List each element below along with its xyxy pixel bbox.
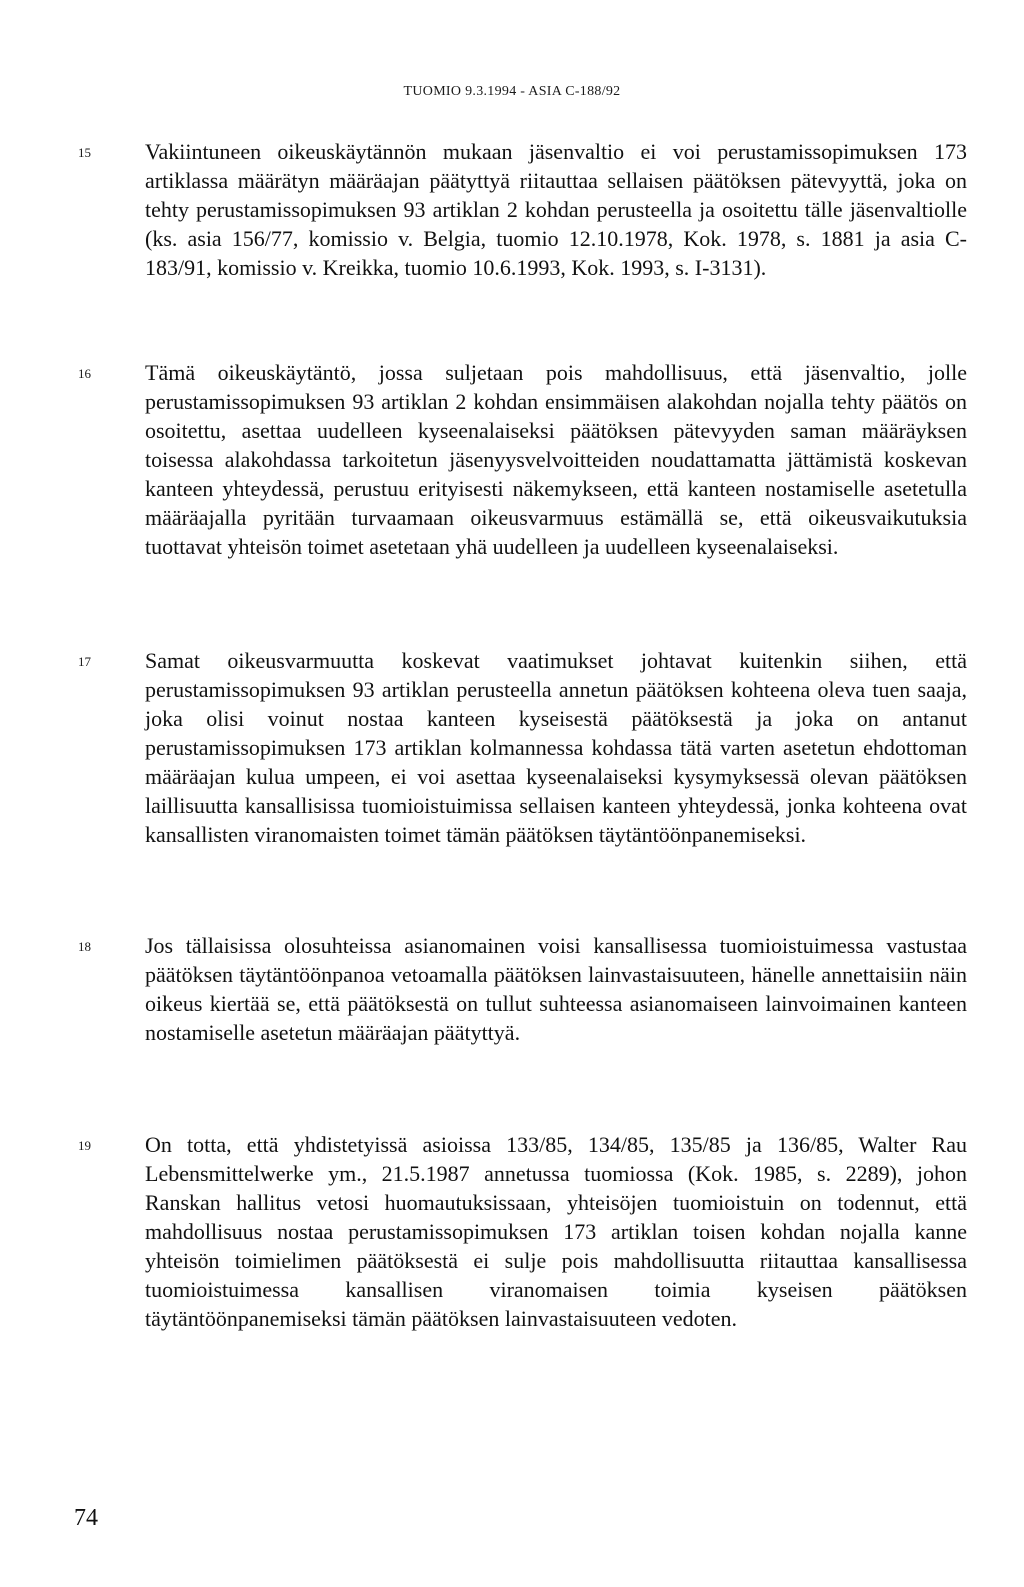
- paragraph-text: Jos tällaisissa olosuhteissa asianomainen voisi kansallisessa tuomioistuimessa vastustaa päätöksen täytäntöönpanoa vetoamalla päätöksen lainvastaisuuteen, hänelle annettaisiin näin oikeus kiertää se, että päätöksestä on tullut suhteessa asianomaiseen lainvoimainen kanteen nostamiselle asetetun määräajan päätyttyä.: [145, 933, 967, 1045]
- paragraph-number: 16: [78, 366, 91, 381]
- paragraph-text: On totta, että yhdistetyissä asioissa 133/85, 134/85, 135/85 ja 136/85, Walter Rau Lebensmittelwerke ym., 21.5.1987 annetussa tuomiossa (Kok. 1985, s. 2289), johon Ranskan hallitus vetosi huomautuksissaan, yhteisöjen tuomioistuin on todennut, että mahdollisuus nostaa perustamissopimuksen 173 artiklan toisen kohdan nojalla kanne yhteisön toimielimen päätöksestä ei sulje pois mahdollisuutta riitauttaa kansallisessa tuomioistuimessa kansallisen viranomaisen toimia kyseisen päätöksen täytäntöönpanemiseksi tämän päätöksen lainvastaisuuteen vedoten.: [145, 1132, 967, 1331]
- running-header: TUOMIO 9.3.1994 - ASIA C-188/92: [403, 84, 621, 99]
- paragraph-number: 15: [78, 145, 91, 160]
- paragraph-number: 18: [78, 939, 91, 954]
- paragraph-number: 19: [78, 1138, 91, 1153]
- paragraph-text: Samat oikeusvarmuutta koskevat vaatimukset johtavat kuitenkin siihen, että perustamissopimuksen 93 artiklan perusteella annetun päätöksen kohteena oleva tuen saaja, joka olisi voinut nostaa kanteen kyseisestä päätöksestä ja joka on antanut perustamissopimuksen 173 artiklan kolmannessa kohdassa tätä varten asetetun ehdottoman määräajan kulua umpeen, ei voi asettaa kyseenalaiseksi kysymyksessä olevan päätöksen laillisuutta kansallisissa tuomioistuimissa sellaisen kanteen yhteydessä, jonka kohteena ovat kansallisten viranomaisten toimet tämän päätöksen täytäntöönpanemiseksi.: [145, 648, 967, 847]
- paragraph-number: 17: [78, 654, 91, 669]
- page-number: 74: [74, 1505, 98, 1531]
- paragraph-text: Tämä oikeuskäytäntö, jossa suljetaan pois mahdollisuus, että jäsenvaltio, jolle perustamissopimuksen 93 artiklan 2 kohdan ensimmäisen alakohdan nojalla tehty päätös on osoitettu, asettaa uudelleen kyseenalaiseksi päätöksen pätevyyden saman määräyksen toisessa alakohdassa tarkoitetun jäsenyysvelvoitteiden noudattamatta jättämistä koskevan kanteen yhteydessä, perustuu erityisesti näkemykseen, että kanteen nostamiselle asetetulla määräajalla pyritään turvaamaan oikeusvarmuus estämällä se, että oikeusvaikutuksia tuottavat yhteisön toimet asetetaan yhä uudelleen ja uudelleen kyseenalaiseksi.: [145, 360, 967, 559]
- paragraph-text: Vakiintuneen oikeuskäytännön mukaan jäsenvaltio ei voi perustamissopimuksen 173 artiklassa määrätyn määräajan päätyttyä riitauttaa sellaisen päätöksen pätevyyttä, joka on tehty perustamissopimuksen 93 artiklan 2 kohdan perusteella ja osoitettu tälle jäsenvaltiolle (ks. asia 156/77, komissio v. Belgia, tuomio 12.10.1978, Kok. 1978, s. 1881 ja asia C-183/91, komissio v. Kreikka, tuomio 10.6.1993, Kok. 1993, s. I-3131).: [145, 139, 967, 280]
